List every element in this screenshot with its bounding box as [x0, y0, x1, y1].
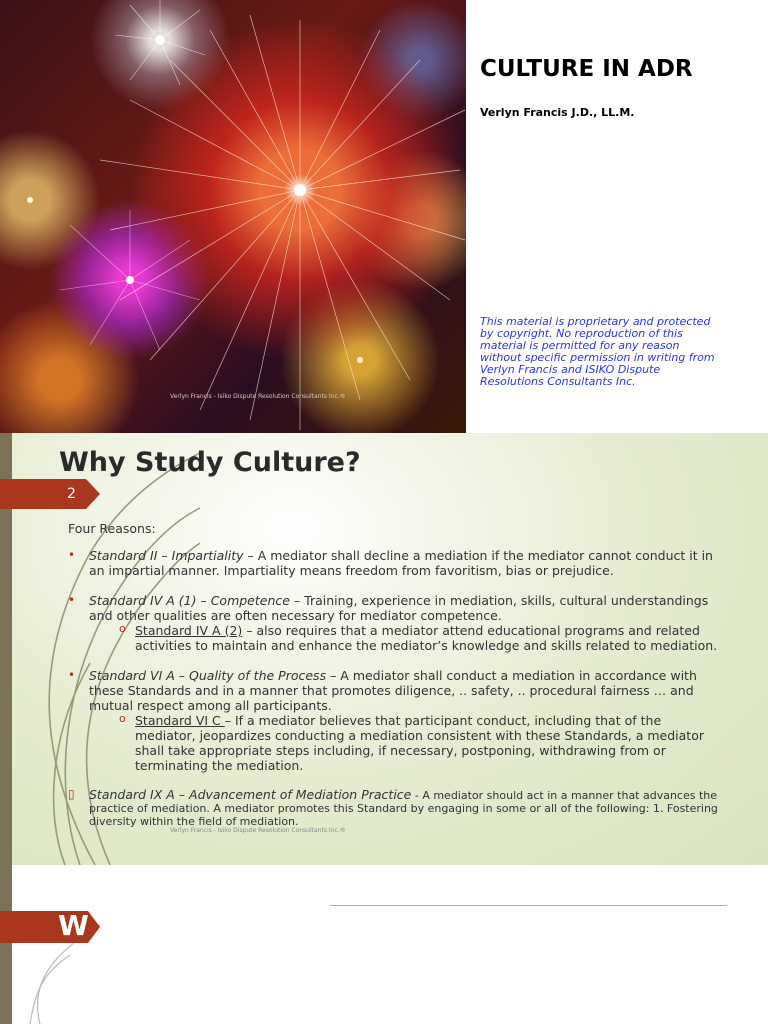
bullet-marker: • — [68, 593, 76, 607]
copyright-notice: This material is proprietary and protected by copyright. No reproduction of this material is permitted for any reason without specific permission in writing from Verlyn Francis and ISIKO Dispute Resolutions Consultants Inc. — [480, 315, 715, 388]
slide-body — [68, 521, 718, 843]
sub-bullet-text: – If a mediator believes that participant conduct, including that of the mediator, jeopardizes conducting a mediation consistent with these Standards, a mediator shall take appropriate steps including, if necessary, postponing, withdrawing from or terminating the mediation. — [135, 713, 704, 773]
slide-copyright: Verlyn Francis - Isiko Dispute Resolution Consultants Inc.® — [170, 827, 346, 834]
sub-bullet-marker: o — [119, 622, 126, 635]
bullet-marker: ▯ — [68, 787, 75, 801]
why-study-culture-slide — [0, 433, 768, 865]
decorative-vines — [0, 865, 200, 1024]
bullet-text: - A mediator should act in a manner that advances the practice of mediation. A mediator promotes this Standard by engaging in some or all of the following: 1. Fostering diversity within the field of mediation. — [89, 789, 718, 828]
title-underline — [330, 905, 727, 906]
bullet-advancement — [68, 788, 718, 828]
sub-bullet-competence — [89, 623, 718, 653]
fireworks-image — [0, 0, 466, 433]
bullet-competence — [68, 593, 718, 653]
bullet-impartiality — [68, 548, 718, 578]
sub-bullet-marker: o — [119, 712, 126, 725]
author-name: Verlyn Francis J.D., LL.M. — [480, 106, 635, 119]
fireworks-bursts — [0, 0, 466, 433]
sub-bullet-text: – also requires that a mediator attend educational programs and related activities to maintain and enhance the mediator’s knowledge and skills related to mediation. — [135, 623, 718, 653]
intro-text: Four Reasons: — [68, 521, 156, 536]
bullet-heading: Standard II – Impartiality — [89, 548, 244, 563]
slide-number-badge — [0, 479, 86, 509]
bullet-heading: Standard IV A (1) – Competence — [89, 593, 290, 608]
bullet-quality-of-process — [68, 668, 718, 773]
bullet-marker: • — [68, 668, 76, 682]
sub-bullet-quality — [89, 713, 718, 773]
bullet-text: – Training, experience in mediation, skills, cultural understandings and other qualities are often necessary for mediator competence. — [89, 593, 709, 623]
next-slide-partial — [0, 865, 768, 1024]
title-slide — [0, 0, 768, 433]
bullet-heading: Standard IX A – Advancement of Mediation Practice — [89, 787, 412, 802]
slide-title: W — [58, 909, 89, 942]
bullet-text: – A mediator shall decline a mediation if the mediator cannot conduct it in an impartial manner. Impartiality means freedom from favoritism, bias or prejudice. — [89, 548, 713, 578]
bullet-text: – A mediator shall conduct a mediation in accordance with these Standards and in a manner that promotes diligence, .. safety, .. procedural fairness … and mutual respect among all participants. — [89, 668, 697, 713]
presentation-title: CULTURE IN ADR — [480, 56, 693, 82]
slide-title: Why Study Culture? — [59, 447, 361, 478]
bullet-heading: Standard VI A – Quality of the Process — [89, 668, 327, 683]
sub-bullet-heading: Standard IV A (2) — [135, 623, 243, 638]
image-copyright: Verlyn Francis - Isiko Dispute Resolution Consultants Inc.® — [170, 393, 346, 400]
sub-bullet-heading: Standard VI C — [135, 713, 225, 728]
bullet-marker: • — [68, 548, 76, 562]
slide-number: 2 — [67, 486, 76, 502]
